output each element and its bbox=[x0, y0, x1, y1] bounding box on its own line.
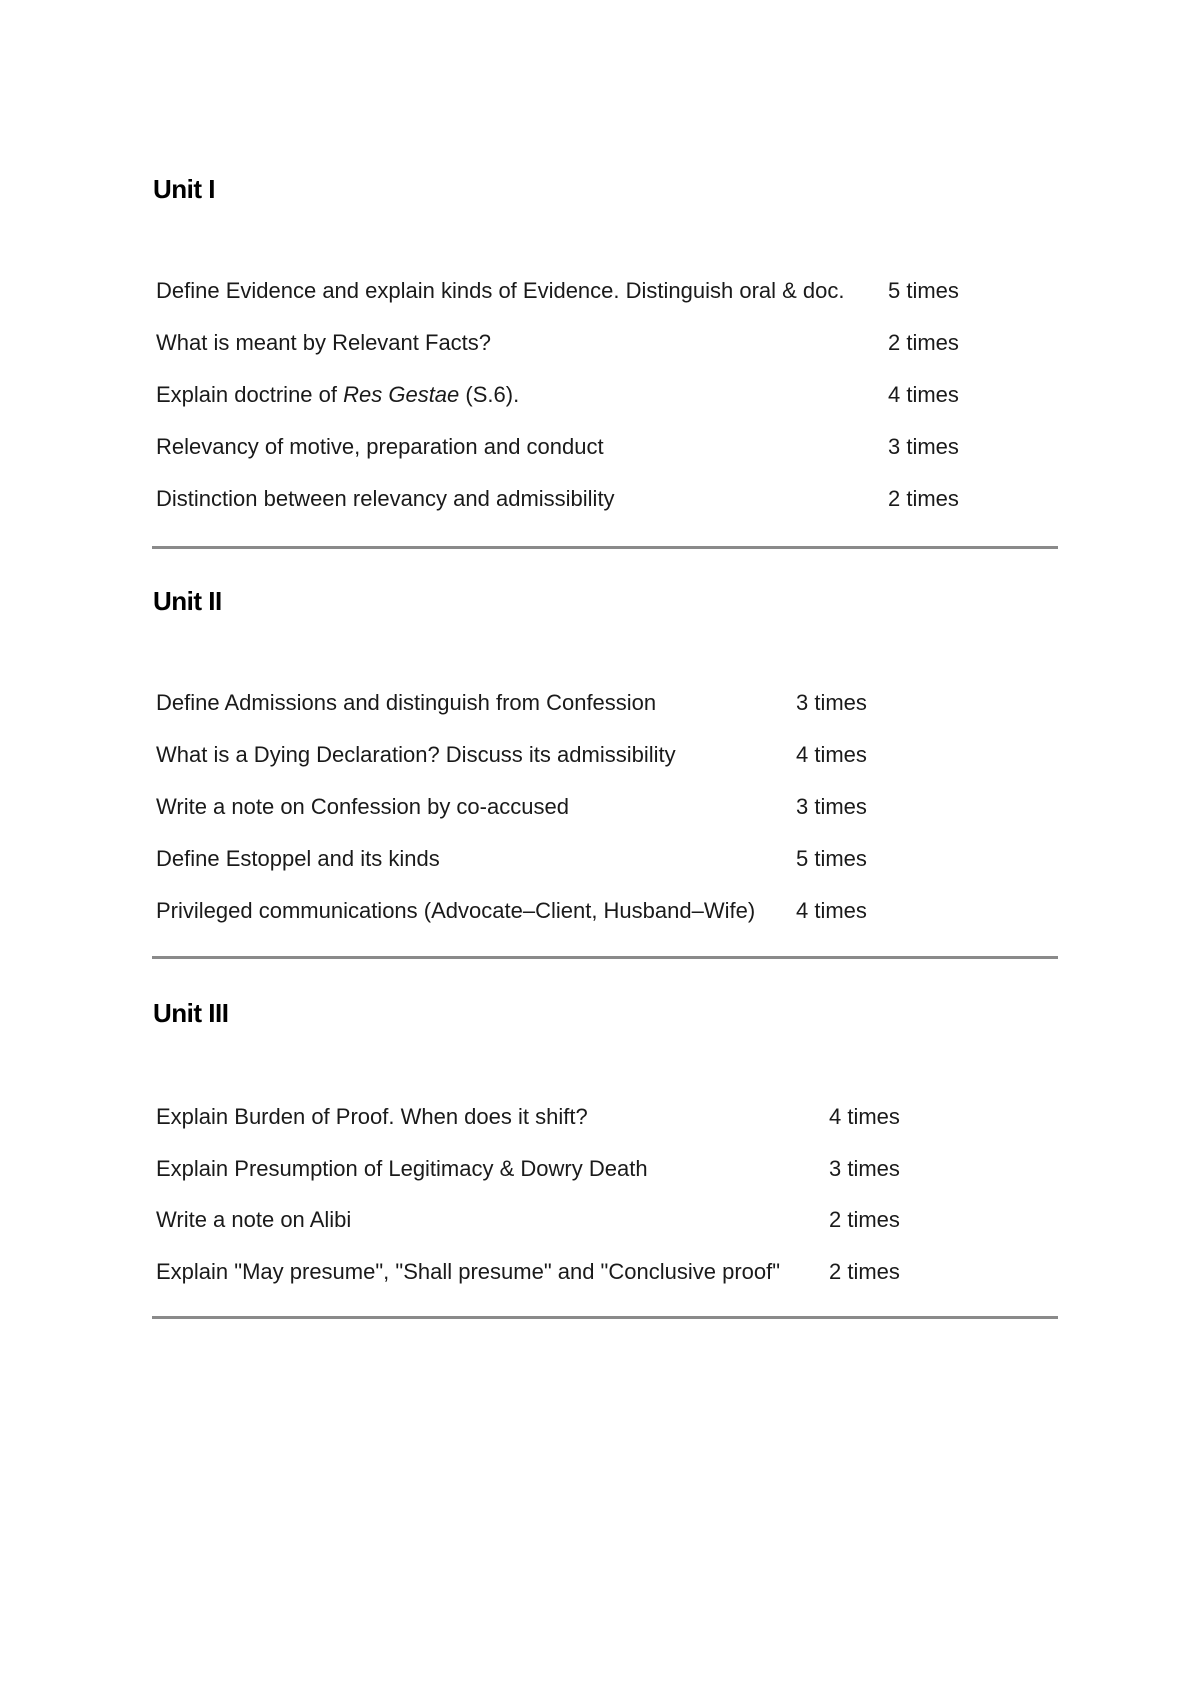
section-divider bbox=[152, 1316, 1058, 1319]
question-text bbox=[156, 382, 519, 408]
question-text: Explain "May presume", "Shall presume" and "Conclusive proof" bbox=[156, 1259, 781, 1284]
unit-2-heading: Unit II bbox=[153, 586, 222, 616]
question-text: Write a note on Confession by co-accused bbox=[156, 794, 569, 819]
question-suffix: (S.6). bbox=[459, 382, 520, 407]
question-prefix: Explain doctrine of bbox=[156, 382, 344, 407]
frequency-count: 4 times bbox=[796, 898, 867, 923]
frequency-count: 2 times bbox=[888, 486, 959, 511]
question-text: Define Estoppel and its kinds bbox=[156, 846, 440, 871]
question-text: Define Admissions and distinguish from Confession bbox=[156, 690, 657, 715]
frequency-count: 3 times bbox=[829, 1156, 900, 1181]
question-text: What is meant by Relevant Facts? bbox=[156, 330, 492, 355]
section-divider bbox=[152, 956, 1058, 959]
question-text: Explain Burden of Proof. When does it shift? bbox=[156, 1104, 588, 1129]
frequency-count: 5 times bbox=[888, 278, 959, 303]
question-text: Define Evidence and explain kinds of Evidence. Distinguish oral & doc. bbox=[156, 278, 845, 303]
unit-1-heading: Unit I bbox=[153, 174, 215, 204]
unit-3-heading: Unit III bbox=[153, 998, 229, 1028]
frequency-count: 2 times bbox=[829, 1207, 900, 1232]
question-italic-term: Res Gestae bbox=[343, 382, 460, 407]
frequency-count: 4 times bbox=[829, 1104, 900, 1129]
frequency-count: 2 times bbox=[888, 330, 959, 355]
question-text: Distinction between relevancy and admissibility bbox=[156, 486, 615, 511]
frequency-count: 3 times bbox=[888, 434, 959, 459]
question-text: Relevancy of motive, preparation and conduct bbox=[156, 434, 604, 459]
frequency-count: 4 times bbox=[888, 382, 959, 407]
question-text: Explain Presumption of Legitimacy & Dowry Death bbox=[156, 1156, 648, 1181]
question-text: What is a Dying Declaration? Discuss its admissibility bbox=[156, 742, 676, 767]
frequency-count: 3 times bbox=[796, 690, 867, 715]
section-divider bbox=[152, 546, 1058, 549]
question-text: Privileged communications (Advocate–Client, Husband–Wife) bbox=[156, 898, 756, 923]
question-text: Write a note on Alibi bbox=[156, 1207, 352, 1232]
frequency-count: 3 times bbox=[796, 794, 867, 819]
frequency-count: 5 times bbox=[796, 846, 867, 871]
frequency-count: 2 times bbox=[829, 1259, 900, 1284]
frequency-count: 4 times bbox=[796, 742, 867, 767]
